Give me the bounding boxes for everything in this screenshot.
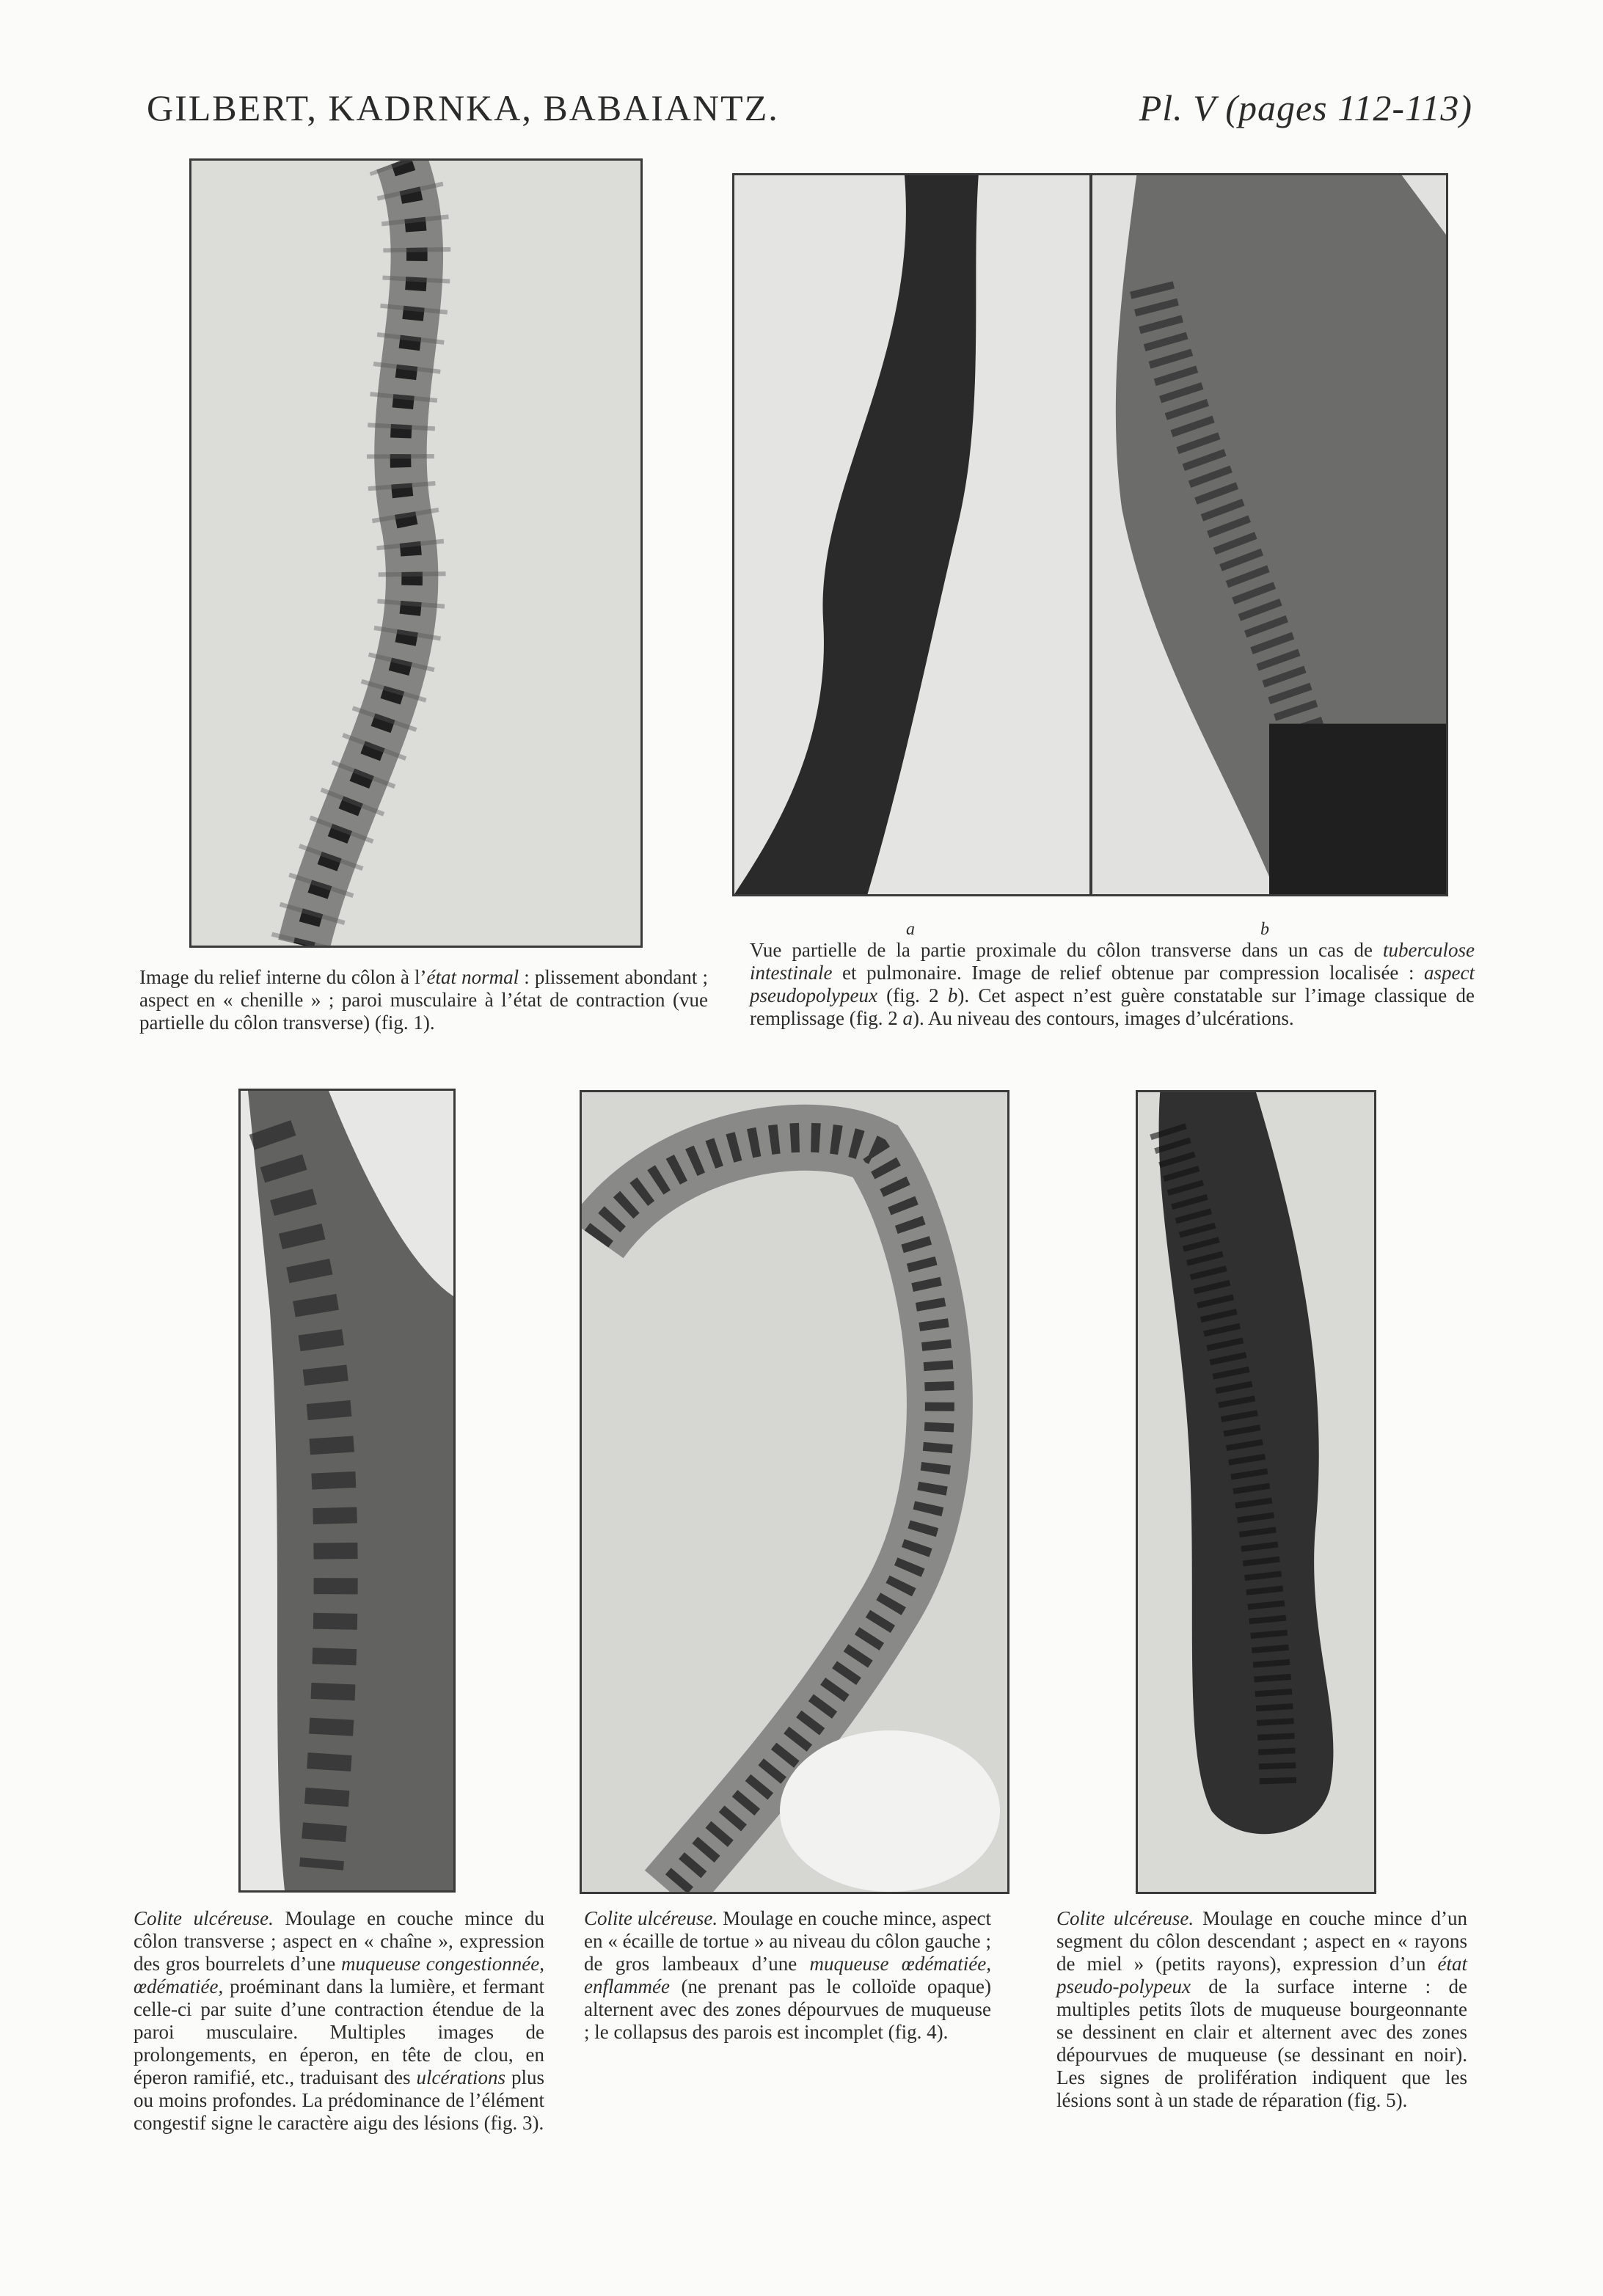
page-header-plate: Pl. V (pages 112-113) — [1139, 87, 1472, 128]
caption-run: Colite ulcéreuse. — [1056, 1907, 1194, 1929]
caption-run: b — [947, 984, 958, 1006]
figure-1-radiograph — [189, 158, 643, 948]
figure-5-radiograph — [1136, 1090, 1376, 1894]
caption-run: Colite ulcéreuse. — [134, 1907, 274, 1929]
figure-2-label-b: b — [1260, 920, 1269, 939]
caption-run: (ne prenant pas le colloïde opaque) alternent avec des zones dépourvues de muqueuse ; le collapsus des parois est incomplet (fig. 4). — [584, 1975, 991, 2043]
caption-run: Moulage en couche mince, aspect en « écaille de tortue » au niveau du côlon gauche ; de gros lambeaux d’une — [584, 1907, 992, 1975]
figure-2b-radiograph — [1090, 173, 1448, 896]
figure-2-caption — [750, 939, 1475, 1030]
caption-run: a — [902, 1007, 913, 1029]
caption-run: ). Cet aspect n’est guère constatable sur l’image classique de remplissage (fig. 2 — [750, 984, 1475, 1029]
caption-run: (fig. 2 — [877, 984, 948, 1006]
caption-run: aspect pseudopolypeux — [750, 962, 1475, 1006]
caption-run: Colite ulcéreuse. — [584, 1907, 718, 1929]
figure-3-caption — [134, 1907, 544, 2135]
caption-run: Image du relief interne du côlon à l’ — [139, 966, 427, 988]
caption-run: de la surface interne : de multiples petits îlots de muqueuse bourgeonnante se dessinent en clair et alternent avec des zones dépourvues de muqueuse (se dessinant en noir). Les signes de prolifération indiquent que les lésions sont à un stade de réparation (fig. 5). — [1056, 1975, 1467, 2111]
caption-run: état pseudo-polypeux — [1056, 1953, 1467, 1997]
figure-3-radiograph — [238, 1089, 456, 1893]
caption-run: ). Au niveau des contours, images d’ulcérations. — [912, 1007, 1294, 1029]
caption-run: ulcérations — [416, 2066, 505, 2088]
caption-run: proéminant dans la lumière, et fermant celle-ci par suite d’une contraction étendue de la paroi musculaire. Multiples images de prolongements, en éperon, en tête de clou, en éperon ramifié, etc., traduisant des — [134, 1975, 544, 2088]
figure-4-radiograph — [580, 1090, 1009, 1894]
caption-run: muqueuse œdématiée, enflammée — [584, 1953, 991, 1997]
figure-2-label-a: a — [906, 920, 915, 939]
caption-run: et pulmonaire. Image de relief obtenue par compression localisée : — [832, 962, 1425, 984]
caption-run: Moulage en couche mince d’un segment du côlon descendant ; aspect en « rayons de miel » (petits rayons), expression d’un — [1056, 1907, 1468, 1975]
caption-run: : plissement abondant ; aspect en « chenille » ; paroi musculaire à l’état de contraction (vue partielle du côlon transverse) (fig. 1). — [139, 966, 708, 1034]
caption-run: plus ou moins profondes. La prédominance de l’élément congestif signe le caractère aigu des lésions (fig. 3). — [134, 2066, 544, 2134]
figure-2a-radiograph — [732, 173, 1092, 896]
figure-1-caption — [139, 966, 708, 1034]
figure-5-caption — [1056, 1907, 1467, 2112]
caption-run: Moulage en couche mince du côlon transverse ; aspect en « chaîne », expression des gros bourrelets d’une — [134, 1907, 544, 1975]
caption-run: muqueuse congestionnée, œdématiée, — [134, 1953, 544, 1997]
caption-run: Vue partielle de la partie proximale du côlon transverse dans un cas de — [750, 939, 1384, 961]
caption-run: tuberculose intestinale — [750, 939, 1475, 984]
figure-4-caption — [584, 1907, 991, 2044]
page-header-authors: GILBERT, KADRNKA, BABAIANTZ. — [147, 87, 779, 128]
caption-run: état normal — [426, 966, 519, 988]
